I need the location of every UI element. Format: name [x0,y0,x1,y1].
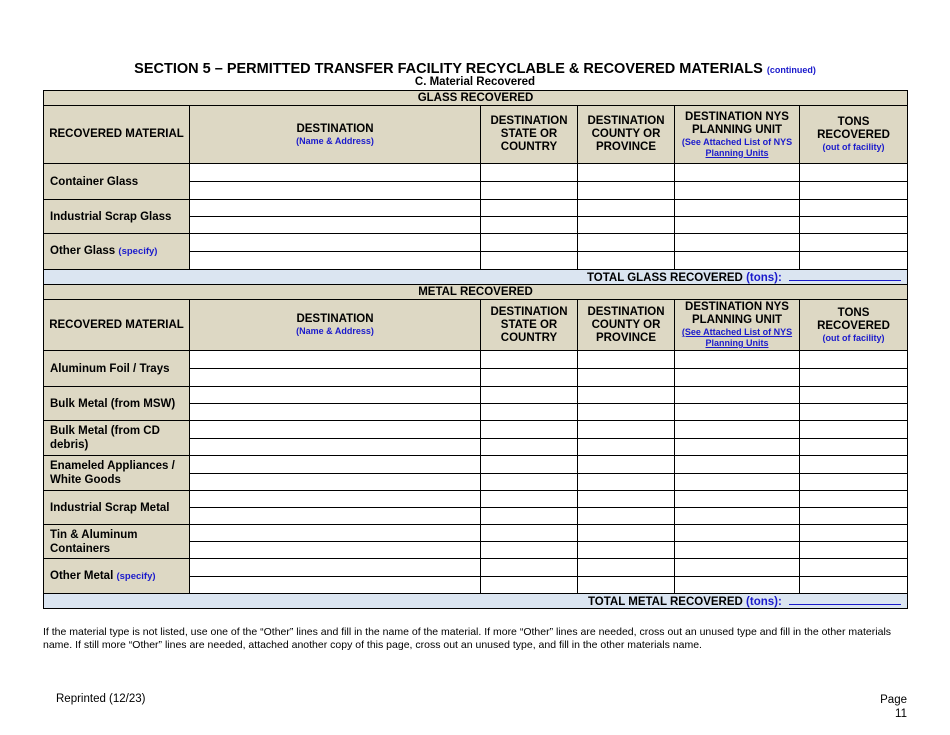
planning-unit-field[interactable] [675,508,800,525]
tons-field[interactable] [800,491,908,508]
county-field[interactable] [578,542,675,559]
destination-field[interactable] [190,351,481,369]
section-title-text: SECTION 5 – PERMITTED TRANSFER FACILITY RECYCLABLE & RECOVERED MATERIALS [134,61,763,77]
header-tons-label: TONS RECOVERED [817,306,890,332]
destination-field[interactable] [190,559,481,577]
material-name: Other Glass [50,245,116,257]
tons-field[interactable] [800,404,908,421]
continued-label: (continued) [766,65,816,75]
county-field[interactable] [578,217,675,234]
planning-unit-field[interactable] [675,439,800,456]
material-label [44,491,190,525]
header-tons [800,300,908,351]
material-label [44,234,190,270]
state-field[interactable] [481,369,578,387]
header-state: DESTINATION STATE OR COUNTRY [481,106,578,164]
material-label [44,421,190,456]
state-field[interactable] [481,491,578,508]
tons-field[interactable] [800,456,908,474]
county-field[interactable] [578,456,675,474]
state-field[interactable] [481,252,578,270]
destination-field[interactable] [190,439,481,456]
destination-field[interactable] [190,421,481,439]
material-name: Other Metal [50,569,114,582]
glass-total-label: TOTAL GLASS RECOVERED [586,272,743,284]
material-label [44,559,190,594]
planning-unit-field[interactable] [675,164,800,182]
header-planning-sub-a: (See Attached List of NYS [681,136,793,147]
destination-field[interactable] [190,200,481,217]
county-field[interactable] [578,421,675,439]
state-field[interactable] [481,439,578,456]
tons-field[interactable] [800,525,908,542]
destination-field[interactable] [190,252,481,270]
header-planning-unit [675,106,800,164]
destination-field[interactable] [190,542,481,559]
planning-unit-field[interactable] [675,525,800,542]
table-row [44,234,908,252]
planning-unit-field[interactable] [675,217,800,234]
county-field[interactable] [578,182,675,200]
state-field[interactable] [481,456,578,474]
destination-field[interactable] [190,508,481,525]
metal-total-row [44,594,908,609]
material-name: Enameled Appliances / White Goods [50,460,175,486]
planning-units-link[interactable]: Planning Units [705,147,769,158]
tons-field[interactable] [800,351,908,369]
header-planning-label: DESTINATION NYS PLANNING UNIT [685,110,789,136]
planning-unit-field[interactable] [675,182,800,200]
state-field[interactable] [481,559,578,577]
tons-field[interactable] [800,369,908,387]
tons-field[interactable] [800,439,908,456]
county-field[interactable] [578,234,675,252]
destination-field[interactable] [190,474,481,491]
county-field[interactable] [578,491,675,508]
glass-total-row [44,270,908,285]
county-field[interactable] [578,559,675,577]
state-field[interactable] [481,421,578,439]
page-label: Page [880,694,907,706]
material-name: Bulk Metal (from MSW) [50,397,176,410]
county-field[interactable] [578,508,675,525]
material-name: Industrial Scrap Glass [50,210,172,223]
page-number-value: 11 [895,708,907,720]
glass-band: GLASS RECOVERED [44,91,908,106]
destination-field[interactable] [190,491,481,508]
tons-field[interactable] [800,164,908,182]
planning-unit-field[interactable] [675,542,800,559]
header-planning-unit [675,300,800,351]
specify-label: (specify) [116,570,156,582]
destination-field[interactable] [190,217,481,234]
header-tons-sub: (out of facility) [822,332,885,343]
header-destination-sub: (Name & Address) [296,135,374,146]
destination-field[interactable] [190,164,481,182]
header-tons-label: TONS RECOVERED [817,116,890,141]
material-label [44,525,190,559]
metal-recovered-table [43,284,908,609]
state-field[interactable] [481,474,578,491]
planning-unit-field[interactable] [675,369,800,387]
metal-total-field[interactable] [789,594,901,605]
tons-field[interactable] [800,474,908,491]
header-destination-label: DESTINATION [296,313,374,325]
planning-units-link[interactable]: (See Attached List of NYS Planning Units [681,327,793,348]
tons-field[interactable] [800,542,908,559]
material-name: Tin & Aluminum Containers [50,528,138,555]
header-tons-sub: (out of facility) [822,142,885,152]
tons-field[interactable] [800,559,908,577]
county-field[interactable] [578,351,675,369]
state-field[interactable] [481,404,578,421]
planning-unit-field[interactable] [675,252,800,270]
county-field[interactable] [578,474,675,491]
destination-field[interactable] [190,182,481,200]
metal-total-unit: (tons): [746,596,782,608]
material-name: Aluminum Foil / Trays [50,362,170,375]
header-planning-label: DESTINATION NYS PLANNING UNIT [685,301,789,326]
table-row [44,200,908,217]
material-label [44,351,190,387]
metal-total-label: TOTAL METAL RECOVERED [587,596,743,608]
destination-field[interactable] [190,369,481,387]
tons-field[interactable] [800,577,908,594]
header-destination [190,300,481,351]
header-planning-sub [675,137,799,159]
header-recovered-material: RECOVERED MATERIAL [44,300,190,351]
subsection-title: C. Material Recovered [414,76,536,88]
metal-band: METAL RECOVERED [44,285,908,300]
destination-field[interactable] [190,387,481,404]
state-field[interactable] [481,182,578,200]
table-row [44,351,908,369]
state-field[interactable] [481,164,578,182]
county-field[interactable] [578,387,675,404]
planning-unit-field[interactable] [675,234,800,252]
planning-unit-field[interactable] [675,559,800,577]
header-county: DESTINATION COUNTY OR PROVINCE [578,106,675,164]
tons-field[interactable] [800,217,908,234]
state-field[interactable] [481,508,578,525]
tons-field[interactable] [800,200,908,217]
county-field[interactable] [578,439,675,456]
table-row [44,164,908,182]
material-label [44,200,190,234]
planning-unit-field[interactable] [675,387,800,404]
county-field[interactable] [578,164,675,182]
planning-unit-field[interactable] [675,456,800,474]
table-row [44,525,908,542]
state-field[interactable] [481,351,578,369]
county-field[interactable] [578,404,675,421]
destination-field[interactable] [190,577,481,594]
reprinted-label: Reprinted (12/23) [56,693,146,705]
table-row [44,491,908,508]
planning-unit-field[interactable] [675,200,800,217]
planning-unit-field[interactable] [675,351,800,369]
material-name: Industrial Scrap Metal [50,501,170,514]
county-field[interactable] [578,200,675,217]
glass-recovered-table [43,90,908,285]
state-field[interactable] [481,217,578,234]
glass-total-unit: (tons): [746,272,782,284]
material-name: Bulk Metal (from CD debris) [50,425,160,451]
planning-unit-field[interactable] [675,474,800,491]
state-field[interactable] [481,577,578,594]
county-field[interactable] [578,252,675,270]
state-field[interactable] [481,387,578,404]
planning-unit-field[interactable] [675,491,800,508]
county-field[interactable] [578,369,675,387]
material-label [44,387,190,421]
destination-field[interactable] [190,404,481,421]
material-label [44,456,190,491]
planning-unit-field[interactable] [675,404,800,421]
destination-field[interactable] [190,456,481,474]
tons-field[interactable] [800,234,908,252]
destination-field[interactable] [190,525,481,542]
state-field[interactable] [481,234,578,252]
material-name: Container Glass [50,175,139,188]
county-field[interactable] [578,577,675,594]
header-destination-sub: (Name & Address) [296,326,374,336]
material-label [44,164,190,200]
specify-label: (specify) [118,246,158,257]
tons-field[interactable] [800,508,908,525]
county-field[interactable] [578,525,675,542]
header-county: DESTINATION COUNTY OR PROVINCE [578,300,675,351]
tons-field[interactable] [800,182,908,200]
header-state: DESTINATION STATE OR COUNTRY [481,300,578,351]
state-field[interactable] [481,542,578,559]
header-destination [190,106,481,164]
planning-unit-field[interactable] [675,421,800,439]
table-row [44,421,908,439]
state-field[interactable] [481,525,578,542]
tons-field[interactable] [800,387,908,404]
planning-unit-field[interactable] [675,577,800,594]
table-row [44,456,908,474]
glass-total-field[interactable] [789,270,901,281]
header-destination-label: DESTINATION [296,122,374,135]
header-recovered-material: RECOVERED MATERIAL [44,106,190,164]
tons-field[interactable] [800,252,908,270]
tons-field[interactable] [800,421,908,439]
table-row [44,559,908,577]
destination-field[interactable] [190,234,481,252]
state-field[interactable] [481,200,578,217]
table-row [44,387,908,404]
instructions-note: If the material type is not listed, use one of the “Other” lines and fill in the name of the material. If more “Other” lines are needed, cross out an unused type and fill in the other materials name. If still more “Other” lines are needed, attached another copy of this page, cross out an unused type, and fill in the other materials name. [43,626,892,651]
page-number [860,693,907,721]
header-tons [800,106,908,164]
